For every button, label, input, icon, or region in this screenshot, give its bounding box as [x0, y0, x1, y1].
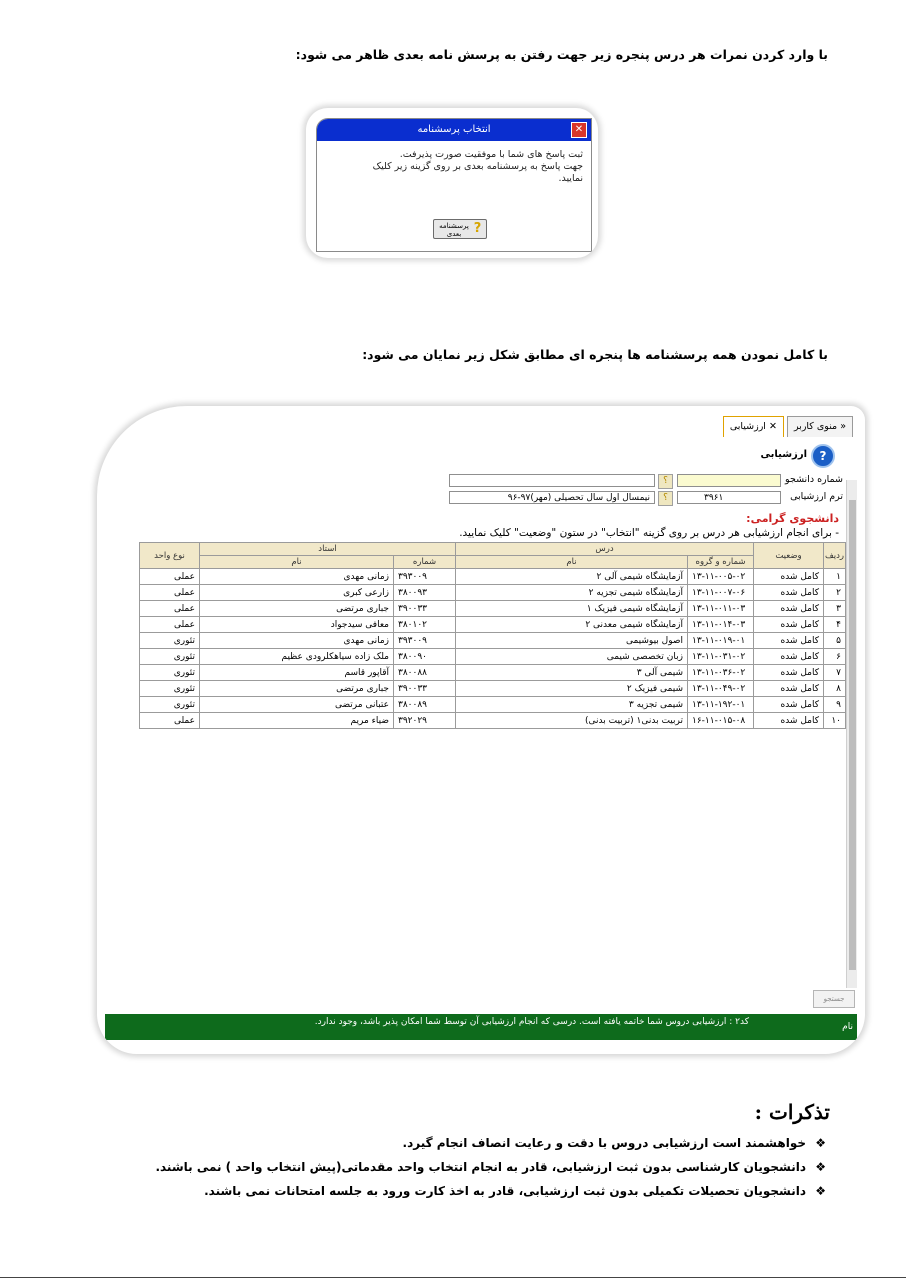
row-no-cell: ۳ — [824, 601, 846, 617]
help-icon: ? — [473, 221, 482, 236]
teacher-name-cell: جباری مرتضی — [200, 681, 394, 697]
bullet-icon: ❖ — [815, 1136, 826, 1150]
status-cell[interactable]: کامل شده — [754, 649, 824, 665]
teacher-no-cell: ۳۹۰۰۳۳ — [394, 601, 456, 617]
status-cell[interactable]: کامل شده — [754, 713, 824, 729]
teacher-name-cell: عتبانی مرتضی — [200, 697, 394, 713]
student-no-input[interactable] — [677, 474, 781, 487]
table-row[interactable] — [140, 649, 846, 665]
bullet-icon: ❖ — [815, 1184, 826, 1198]
tab-evaluation-label: ارزشیابی — [729, 421, 766, 432]
note-text-3: دانشجویان تحصیلات تکمیلی بدون ثبت ارزشیابی، قادر به اخذ کارت ورود به جلسه امتحانات نمی باشند. — [204, 1184, 806, 1198]
row-no-cell: ۱۰ — [824, 713, 846, 729]
popup-title: انتخاب پرسشنامه — [417, 124, 491, 135]
header-teacher-no: شماره — [394, 556, 456, 569]
teacher-name-cell: جباری مرتضی — [200, 601, 394, 617]
unit-type-cell: تئوری — [140, 665, 200, 681]
unit-type-cell: تئوری — [140, 697, 200, 713]
close-icon[interactable]: ✕ — [571, 122, 587, 138]
teacher-no-cell: ۳۸۰۰۹۳ — [394, 585, 456, 601]
scrollbar-thumb[interactable] — [849, 500, 856, 970]
unit-type-cell: تئوری — [140, 649, 200, 665]
teacher-no-cell: ۳۹۰۰۳۳ — [394, 681, 456, 697]
status-bar — [105, 1014, 857, 1040]
course-name-cell: شیمی تجزیه ۳ — [456, 697, 688, 713]
course-name-cell: اصول بیوشیمی — [456, 633, 688, 649]
course-code-cell: ۱۳-۱۱-۱۹۲-۰۱ — [688, 697, 754, 713]
teacher-name-cell: زمانی مهدی — [200, 569, 394, 585]
table-row[interactable] — [140, 681, 846, 697]
header-teacher-name: نام — [200, 556, 394, 569]
table-row[interactable] — [140, 617, 846, 633]
table-subheader-row — [140, 556, 846, 569]
note-item-1 — [402, 1136, 826, 1150]
table-row[interactable] — [140, 713, 846, 729]
teacher-name-cell: ضیاء مریم — [200, 713, 394, 729]
term-input[interactable]: ۳۹۶۱ — [677, 491, 781, 504]
courses-table — [139, 542, 846, 729]
header-teacher: استاد — [200, 543, 456, 556]
popup-message — [317, 141, 591, 185]
header-course-name: نام — [456, 556, 688, 569]
guide-text: - برای انجام ارزشیابی هر درس بر روی گزینه "انتخاب" در ستون "وضعیت" کلیک نمایید. — [459, 527, 839, 539]
course-name-cell: تربیت بدنی۱ (تربیت بدنی) — [456, 713, 688, 729]
course-name-cell: زبان تخصصی شیمی — [456, 649, 688, 665]
table-row[interactable] — [140, 585, 846, 601]
table-row[interactable] — [140, 697, 846, 713]
popup-message-line-1: ثبت پاسخ های شما با موفقیت صورت پذیرفت. — [399, 149, 583, 160]
row-no-cell: ۴ — [824, 617, 846, 633]
student-name-field — [449, 474, 655, 487]
table-row[interactable] — [140, 665, 846, 681]
note-item-3 — [204, 1184, 826, 1198]
course-name-cell: آزمایشگاه شیمی تجزیه ۲ — [456, 585, 688, 601]
teacher-name-cell: معافی سیدجواد — [200, 617, 394, 633]
course-name-cell: شیمی فیزیک ۲ — [456, 681, 688, 697]
popup-message-line-2: جهت پاسخ به پرسشنامه بعدی بر روی گزینه زیر کلیک نمایید. — [372, 161, 583, 184]
unit-type-cell: عملی — [140, 617, 200, 633]
student-no-label: شماره دانشجو — [785, 474, 843, 485]
close-tab-icon[interactable]: ✕ — [768, 421, 777, 432]
term-lookup-icon[interactable]: ؟ — [658, 491, 673, 506]
status-edge-text: نام — [842, 1022, 853, 1032]
term-description-field: نیمسال اول سال تحصیلی (مهر)۹۷-۹۶ — [449, 491, 655, 504]
intro-heading-1: با وارد کردن نمرات هر درس پنجره زیر جهت رفتن به پرسش نامه بعدی ظاهر می شود: — [295, 47, 828, 62]
term-label: ترم ارزشیابی — [790, 491, 843, 502]
teacher-no-cell: ۳۸۰۱۰۲ — [394, 617, 456, 633]
popup-screenshot — [306, 108, 598, 258]
status-cell[interactable]: کامل شده — [754, 585, 824, 601]
unit-type-cell: عملی — [140, 585, 200, 601]
popup-dialog — [316, 118, 592, 252]
teacher-no-cell: ۳۹۳۰۰۹ — [394, 633, 456, 649]
course-name-cell: آزمایشگاه شیمی فیزیک ۱ — [456, 601, 688, 617]
status-cell[interactable]: کامل شده — [754, 617, 824, 633]
teacher-name-cell: ملک زاده سیاهکلرودی عظیم — [200, 649, 394, 665]
course-code-cell: ۱۳-۱۱-۰۳۶-۰۲ — [688, 665, 754, 681]
table-row[interactable] — [140, 633, 846, 649]
status-cell[interactable]: کامل شده — [754, 569, 824, 585]
student-no-lookup-icon[interactable]: ؟ — [658, 474, 673, 489]
note-text-2: دانشجویان کارشناسی بدون ثبت ارزشیابی، قادر به انجام انتخاب واحد مقدماتی(پیش انتخاب واحد ) نمی باشند. — [155, 1160, 806, 1174]
status-message: کد۲ : ارزشیابی دروس شما خاتمه یافته است. درسی که انجام ارزشیابی آن توسط شما امکان پذیر باشد، وجود ندارد. — [314, 1017, 749, 1027]
unit-type-cell: عملی — [140, 601, 200, 617]
row-no-cell: ۸ — [824, 681, 846, 697]
next-questionnaire-button[interactable] — [433, 219, 487, 239]
table-row[interactable] — [140, 569, 846, 585]
status-cell[interactable]: کامل شده — [754, 633, 824, 649]
row-no-cell: ۶ — [824, 649, 846, 665]
section-title: ارزشیابی — [760, 449, 807, 460]
header-status: وضعیت — [754, 543, 824, 569]
row-no-cell: ۲ — [824, 585, 846, 601]
header-course-code: شماره و گروه — [688, 556, 754, 569]
search-button[interactable]: جستجو — [813, 990, 855, 1008]
bullet-icon: ❖ — [815, 1160, 826, 1174]
intro-heading-2: با کامل نمودن همه پرسشنامه ها پنجره ای مطابق شکل زیر نمایان می شود: — [362, 347, 828, 362]
row-no-cell: ۹ — [824, 697, 846, 713]
course-code-cell: ۱۳-۱۱-۰۰۵-۰۲ — [688, 569, 754, 585]
status-cell[interactable]: کامل شده — [754, 697, 824, 713]
tab-bar — [720, 416, 853, 438]
next-questionnaire-label: پرسشنامه بعدی — [439, 222, 469, 238]
course-code-cell: ۱۳-۱۱-۰۳۱-۰۲ — [688, 649, 754, 665]
vertical-scrollbar[interactable] — [846, 480, 857, 988]
status-cell[interactable]: کامل شده — [754, 665, 824, 681]
greeting-label: دانشجوی گرامی: — [746, 512, 839, 525]
course-code-cell: ۱۳-۱۱-۰۱۴-۰۳ — [688, 617, 754, 633]
header-unit-type: نوع واحد — [140, 543, 200, 569]
row-no-cell: ۷ — [824, 665, 846, 681]
unit-type-cell: عملی — [140, 713, 200, 729]
course-name-cell: شیمی آلی ۳ — [456, 665, 688, 681]
teacher-no-cell: ۳۸۰۰۸۸ — [394, 665, 456, 681]
evaluation-window — [105, 412, 857, 1040]
teacher-name-cell: آقاپور قاسم — [200, 665, 394, 681]
tab-user-menu[interactable] — [787, 416, 853, 437]
course-code-cell: ۱۶-۱۱-۰۱۵-۰۸ — [688, 713, 754, 729]
row-no-cell: ۱ — [824, 569, 846, 585]
popup-titlebar — [317, 119, 591, 141]
table-row[interactable] — [140, 601, 846, 617]
unit-type-cell: عملی — [140, 569, 200, 585]
notes-title: تذکرات : — [754, 1100, 830, 1124]
course-code-cell: ۱۳-۱۱-۰۴۹-۰۲ — [688, 681, 754, 697]
teacher-no-cell: ۳۸۰۰۸۹ — [394, 697, 456, 713]
teacher-no-cell: ۳۹۲۰۲۹ — [394, 713, 456, 729]
table-header-row — [140, 543, 846, 556]
header-course: درس — [456, 543, 754, 556]
course-code-cell: ۱۳-۱۱-۰۰۷-۰۶ — [688, 585, 754, 601]
teacher-name-cell: زارعی کبری — [200, 585, 394, 601]
teacher-name-cell: زمانی مهدی — [200, 633, 394, 649]
evaluation-window-screenshot — [97, 406, 865, 1054]
status-cell[interactable]: کامل شده — [754, 681, 824, 697]
note-text-1: خواهشمند است ارزشیابی دروس با دقت و رعایت انصاف انجام گیرد. — [402, 1136, 806, 1150]
course-name-cell: آزمایشگاه شیمی آلی ۲ — [456, 569, 688, 585]
teacher-no-cell: ۳۹۳۰۰۹ — [394, 569, 456, 585]
info-icon: ? — [811, 444, 835, 468]
tab-user-menu-label: منوی کاربر — [793, 421, 838, 432]
unit-type-cell: تئوری — [140, 633, 200, 649]
course-code-cell: ۱۳-۱۱-۰۱۹-۰۱ — [688, 633, 754, 649]
course-code-cell: ۱۳-۱۱-۰۱۱-۰۳ — [688, 601, 754, 617]
teacher-no-cell: ۳۸۰۰۹۰ — [394, 649, 456, 665]
row-no-cell: ۵ — [824, 633, 846, 649]
note-item-2 — [155, 1160, 826, 1174]
status-cell[interactable]: کامل شده — [754, 601, 824, 617]
header-row-no: ردیف — [824, 543, 846, 569]
page-bottom-rule — [0, 1277, 906, 1278]
unit-type-cell: تئوری — [140, 681, 200, 697]
course-name-cell: آزمایشگاه شیمی معدنی ۲ — [456, 617, 688, 633]
tab-evaluation[interactable] — [723, 416, 784, 437]
double-chevron-icon: « — [840, 421, 846, 432]
